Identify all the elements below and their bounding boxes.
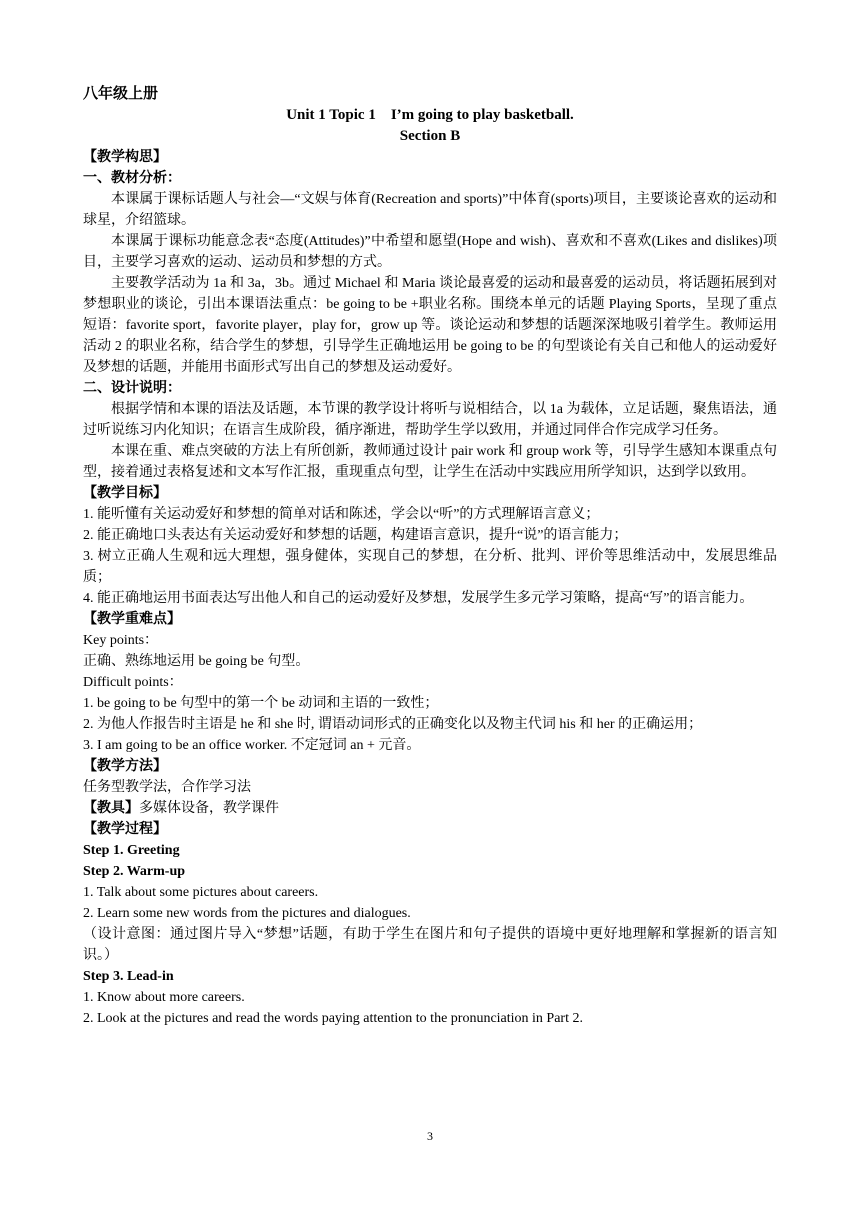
step-3-item: 2. Look at the pictures and read the words paying attention to the pronunciation in Part 2. [83, 1011, 583, 1026]
tools-line [83, 798, 777, 819]
process-heading: 【教学过程】 [83, 822, 167, 837]
methods-heading: 【教学方法】 [83, 759, 167, 774]
analysis-paragraph-1: 本课属于课标话题人与社会—“文娱与体育(Recreation and sports)”中体育(sports)项目，主要谈论喜欢的运动和球星，介绍篮球。 [83, 192, 777, 228]
analysis-paragraph-3: 主要教学活动为 1a 和 3a，3b。通过 Michael 和 Maria 谈论最喜爱的运动和最喜爱的运动员，将话题拓展到对梦想职业的谈论，引出本课语法重点：be going to be +职业名称。围绕本单元的话题 Playing Sports，呈现了重点短语：favorite sport，favorite player，play for，grow up 等。谈论运动和梦想的话题深深地吸引着学生。教师运用活动 2 的职业名称，结合学生的梦想，引导学生正确地运用 be going to be 的句型谈论有关自己和他人的运动爱好及梦想的话题，并能用书面形式写出自己的梦想及运动爱好。 [83, 276, 777, 375]
objective-item: 2. 能正确地口头表达有关运动爱好和梦想的话题，构建语言意识，提升“说”的语言能力； [83, 528, 628, 543]
objectives-heading: 【教学目标】 [83, 486, 167, 501]
step-1-heading: Step 1. Greeting [83, 843, 180, 858]
design-paragraph-1: 根据学情和本课的语法及话题，本节课的教学设计将听与说相结合，以 1a 为载体，立足话题，聚焦语法，通过听说练习内化知识；在语言生成阶段，循序渐进，帮助学生学以致用，并通过同伴合作完成学习任务。 [83, 402, 777, 438]
difficult-point-item: 3. I am going to be an office worker. 不定冠词 an + 元音。 [83, 738, 421, 753]
objective-item: 4. 能正确地运用书面表达写出他人和自己的运动爱好及梦想，发展学生多元学习策略，提高“写”的语言能力。 [83, 591, 754, 606]
step-2-design-note: （设计意图：通过图片导入“梦想”话题，有助于学生在图片和句子提供的语境中更好地理解和掌握新的语言知识。） [83, 927, 777, 963]
difficult-point-item: 1. be going to be 句型中的第一个 be 动词和主语的一致性； [83, 696, 439, 711]
methods-text: 任务型教学法，合作学习法 [83, 780, 251, 795]
difficult-point-item: 2. 为他人作报告时主语是 he 和 she 时, 谓语动词形式的正确变化以及物主代词 his 和 her 的正确运用； [83, 717, 703, 732]
tools-label: 【教具】 [83, 801, 139, 816]
analysis-heading: 一、教材分析： [83, 171, 181, 186]
step-3-heading: Step 3. Lead-in [83, 969, 174, 984]
step-2-item: 1. Talk about some pictures about careers. [83, 885, 319, 900]
key-points-label: Key points： [83, 633, 159, 648]
conception-heading: 【教学构思】 [83, 150, 167, 165]
section-title: Section B [399, 128, 461, 144]
page-number: 3 [427, 1129, 433, 1143]
step-3-item: 1. Know about more careers. [83, 990, 245, 1005]
lesson-title: Unit 1 Topic 1 I’m going to play basketball. [286, 107, 574, 123]
design-heading: 二、设计说明： [83, 381, 181, 396]
analysis-paragraph-2: 本课属于课标功能意念表“态度(Attitudes)”中希望和愿望(Hope and wish)、喜欢和不喜欢(Likes and dislikes)项目，主要学习喜欢的运动、运动员和梦想的方式。 [83, 234, 777, 270]
design-paragraph-2: 本课在重、难点突破的方法上有所创新，教师通过设计 pair work 和 group work 等，引导学生感知本课重点句型，接着通过表格复述和文本写作汇报，重现重点句型，让学生在活动中实践应用所学知识，达到学以致用。 [83, 444, 777, 480]
step-2-heading: Step 2. Warm-up [83, 864, 186, 879]
grade-heading: 八年级上册 [83, 86, 159, 102]
difficult-points-label: Difficult points： [83, 675, 183, 690]
objective-item: 3. 树立正确人生观和远大理想，强身健体，实现自己的梦想，在分析、批判、评价等思维活动中，发展思维品质； [83, 549, 777, 585]
key-points-text: 正确、熟练地运用 be going be 句型。 [83, 654, 310, 669]
key-points-heading: 【教学重难点】 [83, 612, 181, 627]
tools-text: 多媒体设备，教学课件 [139, 801, 279, 816]
step-2-item: 2. Learn some new words from the pictures and dialogues. [83, 906, 411, 921]
objective-item: 1. 能听懂有关运动爱好和梦想的简单对话和陈述，学会以“听”的方式理解语言意义； [83, 507, 600, 522]
